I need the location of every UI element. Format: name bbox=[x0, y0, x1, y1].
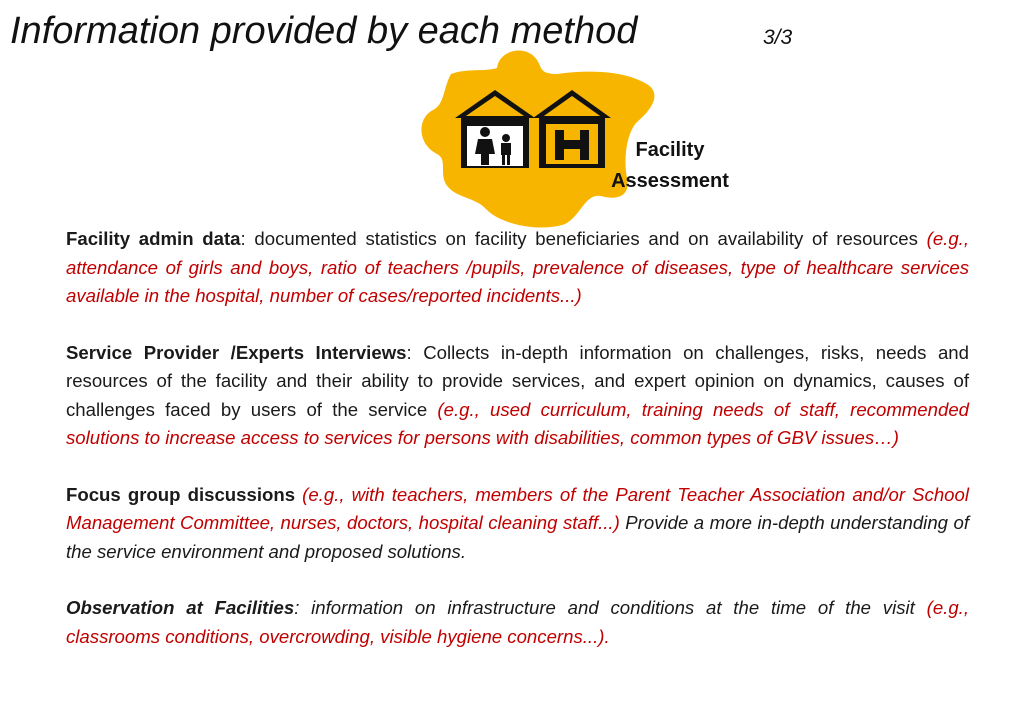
term-observation: Observation at Facilities bbox=[66, 597, 295, 618]
page-indicator: 3/3 bbox=[763, 26, 793, 49]
methods-body bbox=[66, 225, 969, 679]
focus-groups-example: (e.g., with teachers, members of the Parent Teacher Association and/or School Management Committee, nurses, doctors, hospital cleaning staff...) bbox=[66, 483, 969, 533]
page-title: Information provided by each method bbox=[10, 10, 638, 52]
interviews-example: (e.g., used curriculum, training needs of staff, recommended solutions to increase access to services for persons with disabilities, common types of GBV issues…) bbox=[66, 398, 970, 448]
admin-data-example: (e.g., attendance of girls and boys, ratio of teachers /pupils, prevalence of diseases, type of healthcare services available in the hospital, number of cases/reported incidents...) bbox=[66, 228, 970, 306]
term-interviews: Service Provider /Experts Interviews bbox=[66, 341, 407, 363]
label-line-2: Assessment bbox=[611, 170, 729, 192]
paragraph-interviews bbox=[66, 339, 969, 453]
paragraph-admin-data bbox=[66, 225, 969, 311]
interviews-text: : Collects in-depth information on challenges, risks, needs and resources of the facility and their ability to provide services, and expert opinion on dynamics, causes of challenges faced by users of the service bbox=[66, 341, 969, 420]
paragraph-focus-groups bbox=[66, 481, 969, 567]
focus-groups-text: Provide a more in-depth understanding of the service environment and proposed solutions. bbox=[66, 512, 969, 562]
facility-assessment-label bbox=[597, 135, 743, 197]
term-focus-groups: Focus group discussions bbox=[66, 483, 296, 505]
facility-assessment-graphic bbox=[415, 48, 745, 228]
admin-data-text: : documented statistics on facility beneficiaries and on availability of resources bbox=[240, 228, 927, 249]
term-admin-data: Facility admin data bbox=[66, 228, 241, 249]
label-line-1: Facility bbox=[635, 139, 705, 161]
observation-example: (e.g., classrooms conditions, overcrowding, visible hygiene concerns...) bbox=[66, 597, 969, 647]
observation-text: : information on infrastructure and conditions at the time of the visit bbox=[294, 597, 927, 618]
observation-end: . bbox=[604, 625, 610, 647]
paragraph-observation bbox=[66, 594, 969, 651]
